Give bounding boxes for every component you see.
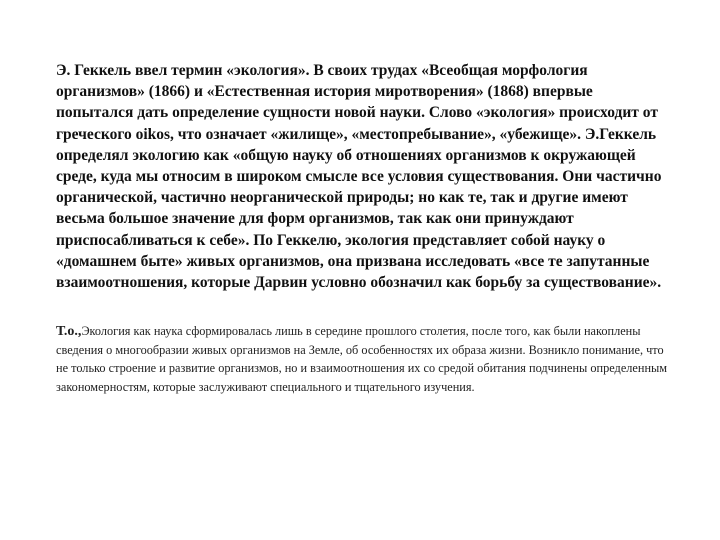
conclusion-paragraph	[56, 322, 668, 396]
conclusion-text: Экология как наука сформировалась лишь в середине прошлого столетия, после того, как были накоплены сведения о многообразии живых организмов на Земле, об особенностях их образа жизни. Возникло понимание, что не только строение и развитие организмов, но и взаимоотношения их со средой обитания подчинены определенным закономерностям, которые заслуживают специального и тщательного изучения.	[56, 324, 668, 394]
main-paragraph: Э. Геккель ввел термин «экология». В своих трудах «Всеобщая морфология организмов» (1866) и «Естественная история миротворения» (1868) впервые попытался дать определение сущности новой науки. Слово «экология» происходит от греческого oikos, что означает «жилище», «местопребывание», «убежище». Э.Геккель определял экологию как «общую науку об отношениях организмов к окружающей среде, куда мы относим в широком смысле все условия существования. Они частично органической, частично неорганической природы; но как те, так и другие имеют весьма большое значение для форм организмов, так как они принуждают приспосабливаться к себе». По Геккелю, экология представляет собой науку о «домашнем быте» живых организмов, она призвана исследовать «все те запутанные взаимоотношения, которые Дарвин условно обозначил как борьбу за существование».	[56, 62, 662, 292]
conclusion-lead: Т.о.,	[56, 324, 82, 339]
